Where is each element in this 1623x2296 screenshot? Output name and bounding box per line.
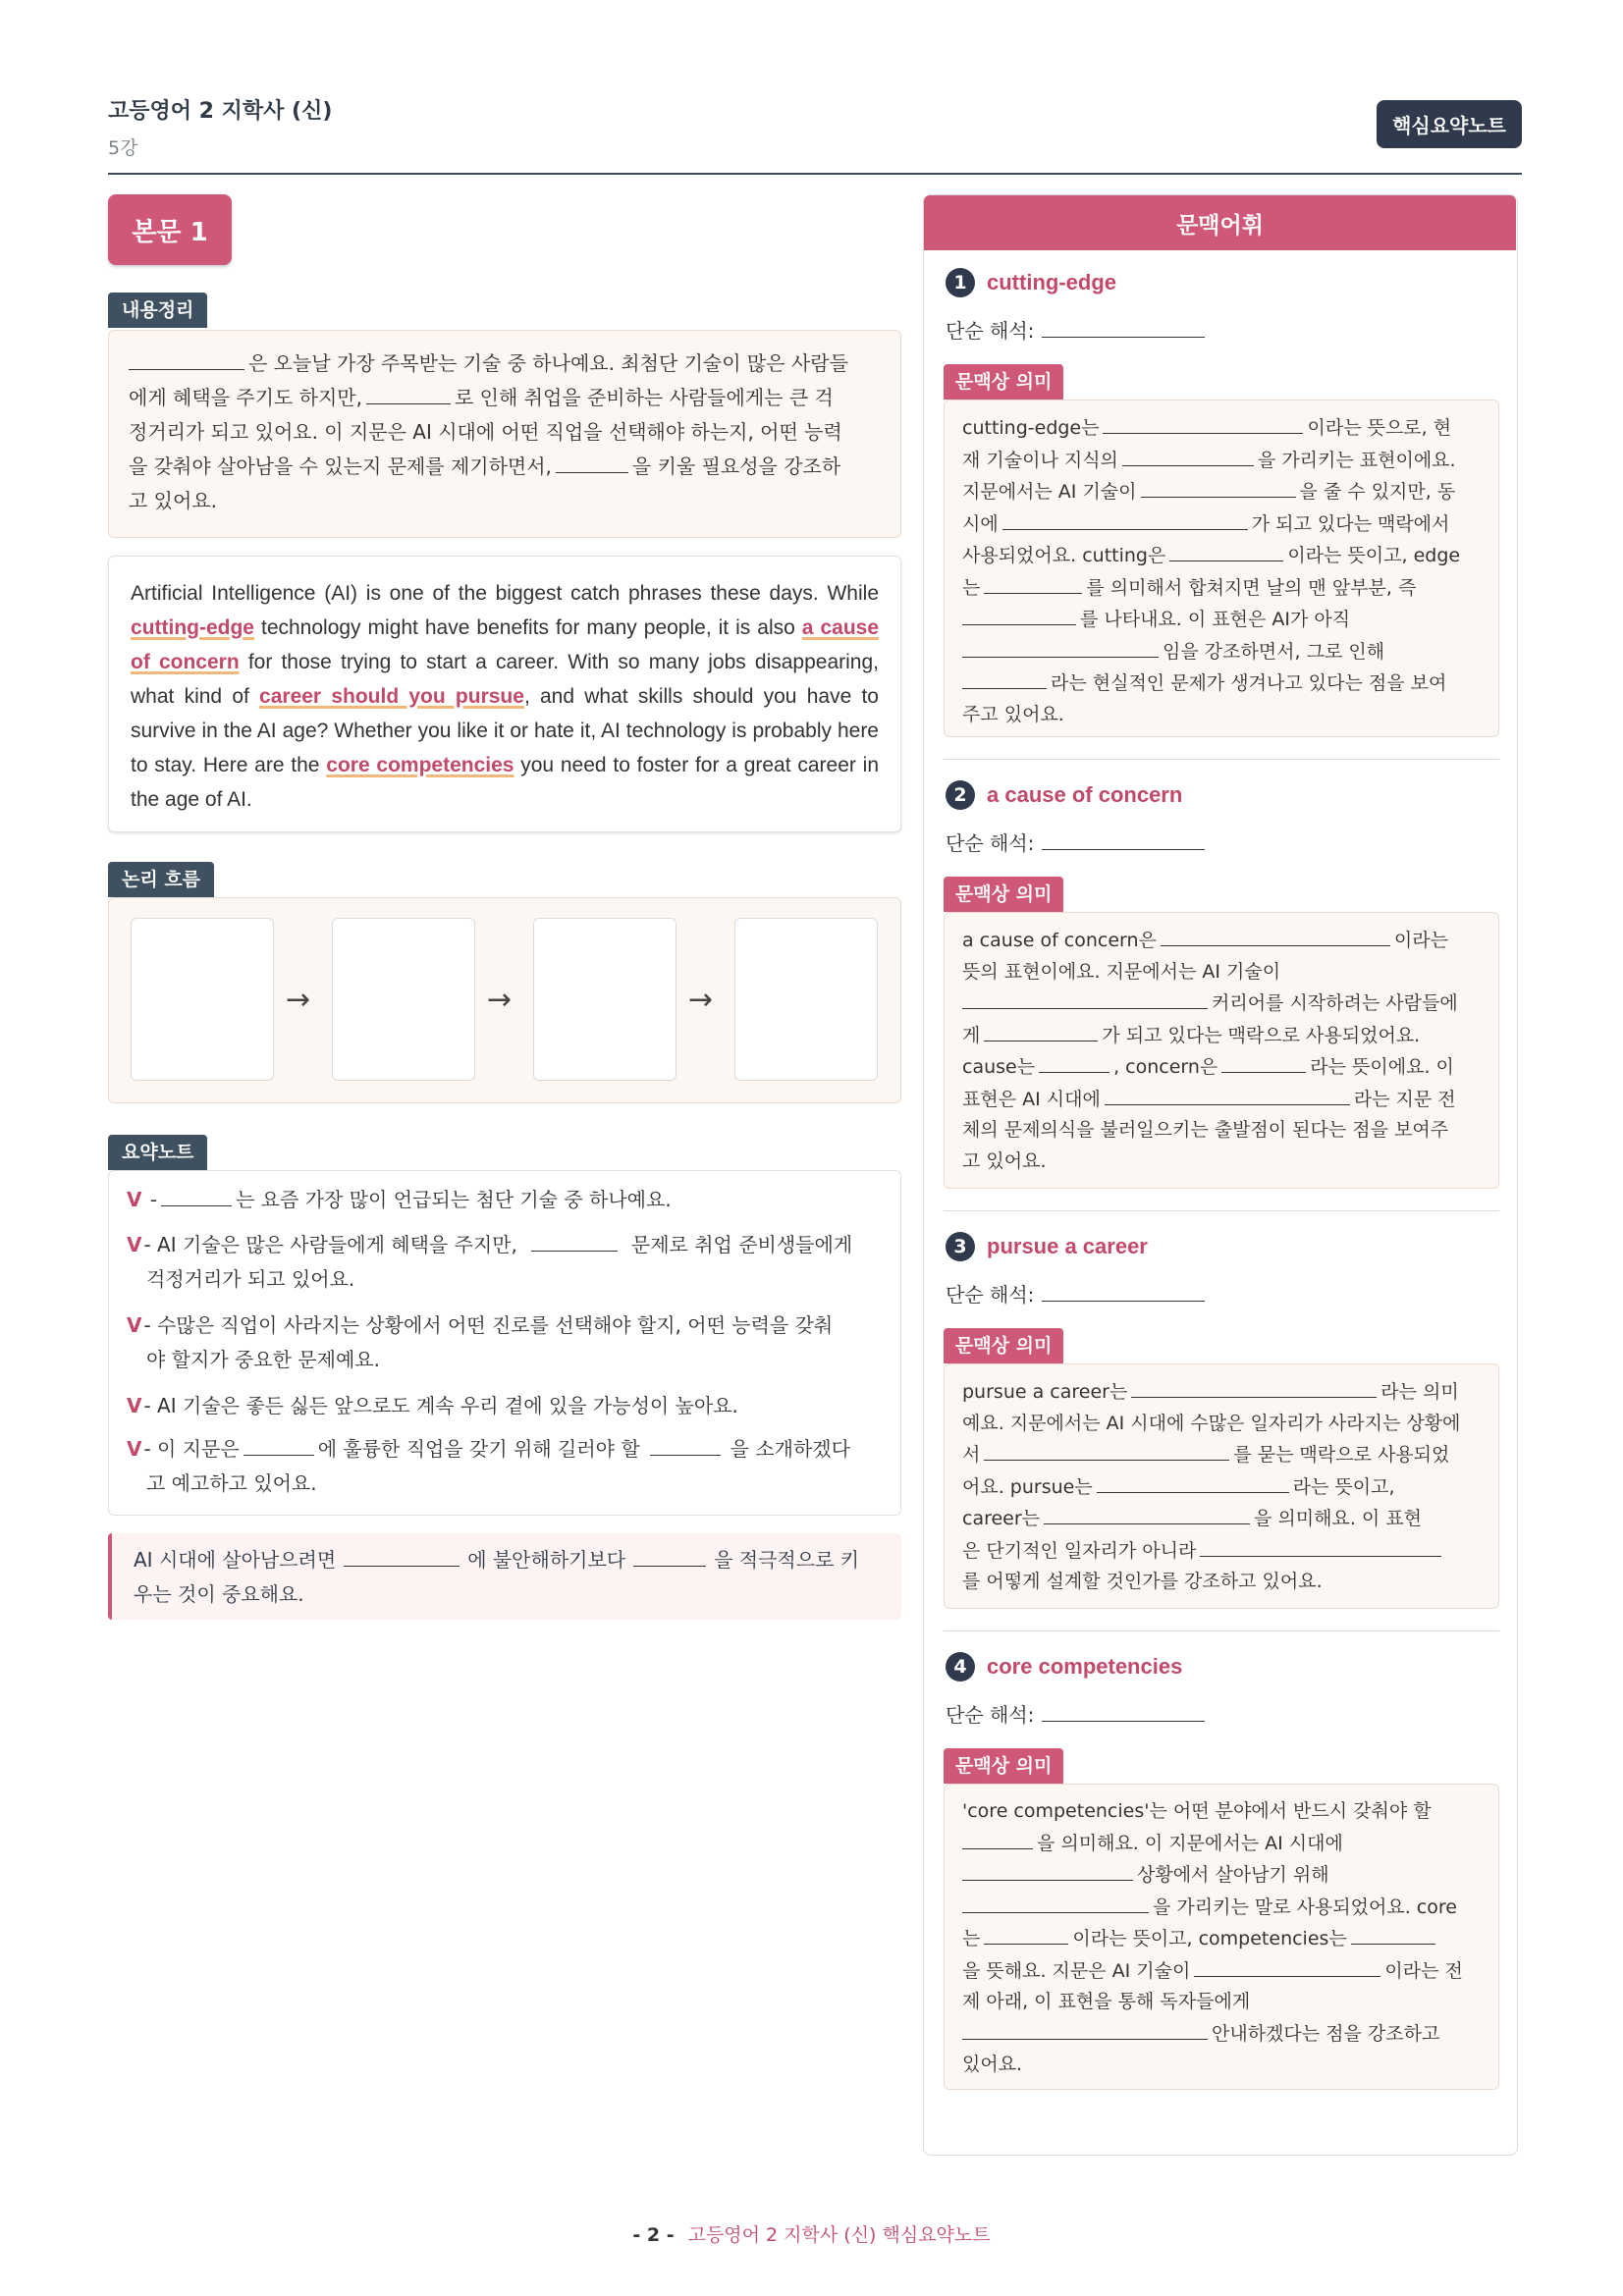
blank[interactable] — [1221, 1051, 1306, 1073]
blank[interactable] — [1097, 1471, 1289, 1493]
check-v-icon: V — [127, 1313, 142, 1337]
blank[interactable] — [1044, 1503, 1250, 1524]
blank[interactable] — [243, 1434, 314, 1456]
footer-title: 고등영어 2 지학사 (신) 핵심요약노트 — [687, 2224, 991, 2246]
passage-box — [108, 556, 901, 832]
check-v-icon: V — [127, 1188, 142, 1211]
blank[interactable] — [1042, 828, 1205, 850]
context-label: 문맥상 의미 — [944, 877, 1063, 912]
blank[interactable] — [1200, 1535, 1441, 1557]
check-v-icon: V — [127, 1437, 142, 1461]
page-number: - 2 - — [632, 2224, 675, 2246]
simple-meaning: 단순 해석: — [946, 1699, 1209, 1728]
blank[interactable] — [962, 1828, 1033, 1849]
blank[interactable] — [984, 1020, 1098, 1041]
notes-box — [108, 1170, 901, 1516]
blank[interactable] — [556, 452, 628, 473]
vocab-term: core competencies — [987, 1654, 1183, 1679]
context-box: a cause of concern은 이라는 뜻의 표현이에요. 지문에서는 AI 기술이 커리어를 시작하려는 사람들에 게 가 되고 있다는 맥락으로 사용되었어요. cause는 , concern은 라는 뜻이에요. 이 표현은 AI 시대에 라는 지문 전 체의 문제의식을 불러일으키는 출발점이 된다는 점을 보여주 고 있어요. — [944, 912, 1499, 1189]
blank[interactable] — [129, 348, 244, 370]
notes-label: 요약노트 — [108, 1135, 207, 1170]
context-box: pursue a career는 라는 의미 예요. 지문에서는 AI 시대에 수많은 일자리가 사라지는 상황에 서 를 묻는 맥락으로 사용되었 어요. pursue는 라는 뜻이고, career는 을 의미해요. 이 표현 은 단기적인 일자리가 아니라 를 어떻게 설계할 것인가를 강조하고 있어요. — [944, 1363, 1499, 1609]
vocab-number: 4 — [946, 1652, 975, 1682]
book-title: 고등영어 2 지학사 (신) — [108, 99, 333, 124]
arrow-right-icon: → — [487, 983, 513, 1017]
summary-text: 은 오늘날 가장 주목받는 기술 중 하나예요. 최첨단 기술이 많은 사람들 에게 혜택을 주기도 하지만, 로 인해 취업을 준비하는 사람들에게는 큰 걱 정거리가 되고 있어요. 이 지문은 AI 시대에 어떤 직업을 선택해야 하는지, 어떤 능력 을 갖춰야 살아남을 수 있는지 문제를 제기하면서, 을 키울 필요성을 강조하 고 있어요. — [129, 347, 881, 518]
arrow-right-icon: → — [688, 983, 714, 1017]
blank[interactable] — [1002, 508, 1248, 530]
note-item: V - AI 기술은 좋든 싫든 앞으로도 계속 우리 곁에 있을 가능성이 높아요. — [127, 1394, 738, 1417]
blank[interactable] — [1169, 540, 1283, 561]
vocab-number: 2 — [946, 780, 975, 810]
blank[interactable] — [1351, 1923, 1435, 1945]
vocab-term: a cause of concern — [987, 782, 1183, 807]
blank[interactable] — [962, 1859, 1133, 1881]
page-footer — [0, 2220, 1623, 2247]
flow-cell-1[interactable] — [131, 918, 274, 1081]
context-label: 문맥상 의미 — [944, 1328, 1063, 1363]
context-label: 문맥상 의미 — [944, 1748, 1063, 1784]
blank[interactable] — [962, 2018, 1208, 2040]
blank[interactable] — [1161, 925, 1390, 946]
flow-cell-4[interactable] — [734, 918, 878, 1081]
context-box: cutting-edge는 이라는 뜻으로, 현 재 기술이나 지식의 을 가리키는 표현이에요. 지문에서는 AI 기술이 을 줄 수 있지만, 동 시에 가 되고 있다는 맥락에서 사용되었어요. cutting은 이라는 뜻이고, edge 는 를 의미해서 합쳐지면 날의 맨 앞부분, 즉 를 나타내요. 이 표현은 AI가 아직 임을 강조하면서, 그로 인해 라는 현실적인 문제가 생겨나고 있다는 점을 보여 주고 있어요. — [944, 400, 1499, 737]
blank[interactable] — [962, 636, 1159, 658]
summary-box — [108, 330, 901, 538]
vocab-title: 문맥어휘 — [924, 195, 1516, 250]
blank[interactable] — [1131, 1376, 1377, 1398]
flow-cell-2[interactable] — [332, 918, 475, 1081]
simple-meaning: 단순 해석: — [946, 315, 1209, 344]
blank[interactable] — [984, 1923, 1068, 1945]
blank[interactable] — [1194, 1955, 1380, 1977]
blank[interactable] — [344, 1545, 460, 1567]
lesson-number: 5강 — [108, 137, 138, 159]
blank[interactable] — [962, 667, 1047, 689]
highlight-cause-of-concern[interactable]: a cause of concern — [131, 616, 880, 673]
simple-meaning: 단순 해석: — [946, 1279, 1209, 1308]
blank[interactable] — [1122, 445, 1254, 466]
page-header — [108, 92, 1522, 175]
blank[interactable] — [366, 383, 451, 404]
arrow-right-icon: → — [286, 983, 311, 1017]
blank[interactable] — [650, 1434, 721, 1456]
separator — [944, 1210, 1499, 1211]
note-item: V - 는 요즘 가장 많이 언급되는 첨단 기술 중 하나예요. — [127, 1183, 893, 1217]
vocab-number: 1 — [946, 268, 975, 297]
blank[interactable] — [1141, 476, 1296, 498]
blank[interactable] — [633, 1545, 706, 1567]
vocab-term: pursue a career — [987, 1234, 1148, 1258]
flow-box — [108, 897, 901, 1103]
blank[interactable] — [984, 572, 1082, 594]
vocab-number: 3 — [946, 1232, 975, 1261]
simple-meaning: 단순 해석: — [946, 828, 1209, 856]
vocab-term: cutting-edge — [987, 270, 1116, 294]
highlight-cutting-edge[interactable]: cutting-edge — [131, 616, 254, 639]
check-v-icon: V — [127, 1233, 142, 1256]
blank[interactable] — [962, 988, 1208, 1009]
note-item: V - 이 지문은 에 훌륭한 직업을 갖기 위해 길러야 할 을 소개하겠다 고 예고하고 있어요. — [127, 1432, 893, 1501]
note-type-badge: 핵심요약노트 — [1377, 100, 1522, 148]
blank[interactable] — [1042, 1280, 1205, 1302]
context-box: 'core competencies'는 어떤 분야에서 반드시 갖춰야 할 을 의미해요. 이 지문에서는 AI 시대에 상황에서 살아남기 위해 을 가리키는 말로 사용되었어요. core 는 이라는 뜻이고, competencies는 을 뜻해요. 지문은 AI 기술이 이라는 전 제 아래, 이 표현을 통해 독자들에게 안내하겠다는 점을 강조하고 있어요. — [944, 1784, 1499, 2090]
blank[interactable] — [962, 1892, 1149, 1913]
key-point-callout: AI 시대에 살아남으려면 에 불안해하기보다 을 적극적으로 키 우는 것이 중요해요. — [108, 1533, 901, 1620]
highlight-core-competencies[interactable]: core competencies — [326, 754, 514, 776]
check-v-icon: V — [127, 1394, 142, 1417]
vocab-panel — [923, 194, 1518, 2156]
blank[interactable] — [1042, 316, 1205, 338]
separator — [944, 1630, 1499, 1631]
flow-cell-3[interactable] — [533, 918, 676, 1081]
summary-label: 내용정리 — [108, 293, 207, 328]
separator — [944, 759, 1499, 760]
flow-label: 논리 흐름 — [108, 862, 214, 897]
note-item: V - AI 기술은 많은 사람들에게 혜택을 주지만, 문제로 취업 준비생들에게 걱정거리가 되고 있어요. — [127, 1228, 893, 1297]
blank[interactable] — [531, 1230, 618, 1252]
blank[interactable] — [962, 604, 1076, 625]
blank[interactable] — [1039, 1051, 1109, 1073]
blank[interactable] — [1042, 1700, 1205, 1722]
blank[interactable] — [1105, 1084, 1350, 1105]
blank[interactable] — [984, 1439, 1229, 1461]
passage-tab: 본문 1 — [108, 194, 232, 265]
passage-text: Artificial Intelligence (AI) is one of the biggest catch phrases these days. While cutting-edge technology might have benefits for many people, it is also a cause of concern for those trying to start a career. With so many jobs disappearing, what kind of career should you pursue, and what skills should you have to survive in the AI age? Whether you like it or hate it, AI technology is probably here to stay. Here are the core competencies you need to foster for a great career in the age of AI. — [131, 582, 880, 811]
highlight-pursue-career[interactable]: career should you pursue — [259, 685, 524, 708]
context-label: 문맥상 의미 — [944, 364, 1063, 400]
blank[interactable] — [161, 1185, 232, 1206]
blank[interactable] — [1103, 412, 1303, 434]
note-item: V - 수많은 직업이 사라지는 상황에서 어떤 진로를 선택해야 할지, 어떤 능력을 갖춰 야 할지가 중요한 문제예요. — [127, 1313, 834, 1371]
